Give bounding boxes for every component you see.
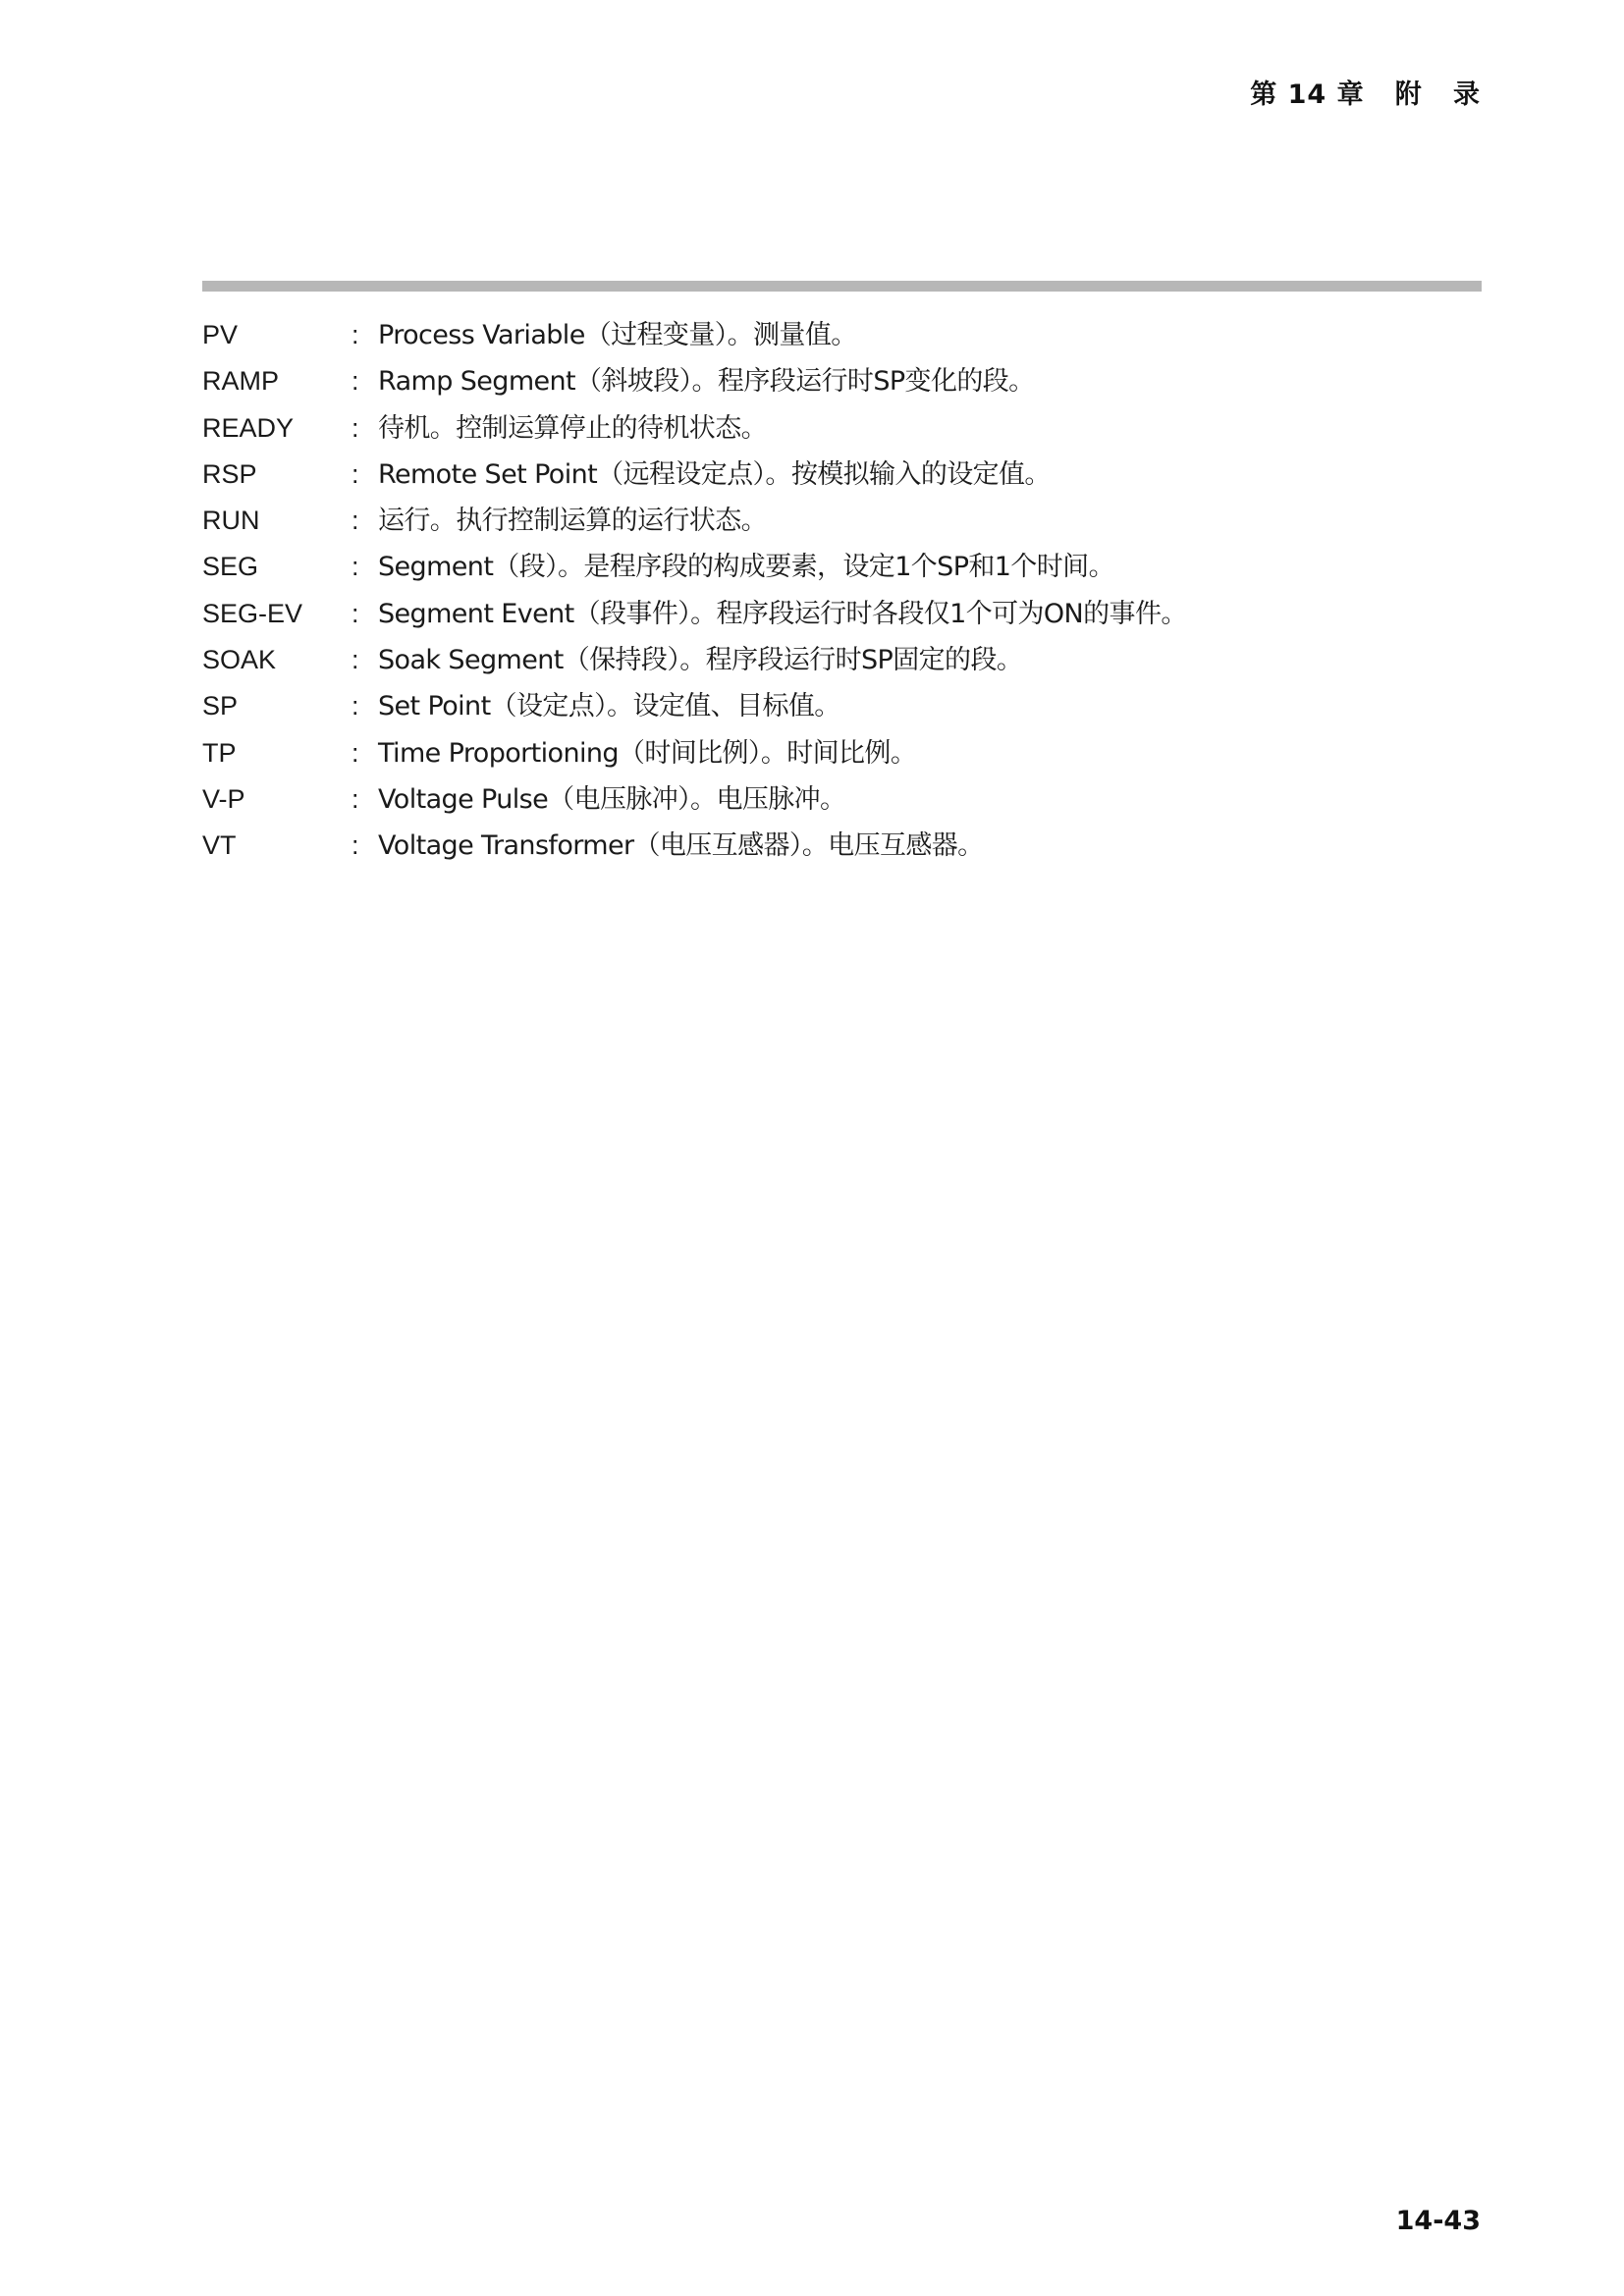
glossary-definition: Voltage Transformer（电压互感器）。电压互感器。 — [378, 830, 984, 862]
glossary-separator: : — [352, 412, 359, 443]
glossary-term: SEG-EV — [202, 598, 303, 628]
glossary-item — [202, 358, 1479, 404]
glossary-definition: Set Point（设定点）。设定值、目标值。 — [378, 691, 840, 722]
glossary-definition: Remote Set Point（远程设定点）。按模拟输入的设定值。 — [378, 458, 1051, 490]
glossary-item — [202, 591, 1479, 637]
glossary-definition: 运行。执行控制运算的运行状态。 — [378, 506, 767, 537]
glossary-separator: : — [352, 366, 359, 397]
glossary-item — [202, 498, 1479, 544]
glossary-separator: : — [352, 645, 359, 675]
glossary-separator: : — [352, 552, 359, 582]
glossary-definition: 待机。控制运算停止的待机状态。 — [378, 412, 767, 444]
glossary-definition: Soak Segment（保持段）。程序段运行时SP固定的段。 — [378, 645, 1023, 676]
glossary-item — [202, 683, 1479, 729]
glossary-item — [202, 405, 1479, 452]
glossary-separator: : — [352, 783, 359, 814]
glossary-item — [202, 637, 1479, 683]
glossary-term: RUN — [202, 506, 260, 536]
glossary-item — [202, 452, 1479, 498]
glossary-definition: Segment（段）。是程序段的构成要素，设定1个SP和1个时间。 — [378, 552, 1114, 583]
glossary-separator: : — [352, 458, 359, 489]
glossary-item — [202, 730, 1479, 776]
glossary-definition: Process Variable（过程变量）。测量值。 — [378, 320, 857, 350]
glossary-definition: Voltage Pulse（电压脉冲）。电压脉冲。 — [378, 783, 846, 815]
glossary-list — [202, 312, 1479, 870]
glossary-separator: : — [352, 737, 359, 768]
glossary-term: RSP — [202, 458, 257, 489]
glossary-item — [202, 823, 1479, 869]
glossary-term: SEG — [202, 552, 259, 582]
glossary-term: SP — [202, 691, 239, 721]
glossary-definition: Ramp Segment（斜坡段）。程序段运行时SP变化的段。 — [378, 366, 1035, 398]
glossary-item — [202, 544, 1479, 590]
glossary-term: VT — [202, 830, 237, 861]
glossary-term: SOAK — [202, 645, 277, 675]
glossary-term: READY — [202, 412, 295, 443]
glossary-separator: : — [352, 830, 359, 861]
glossary-item — [202, 776, 1479, 823]
glossary-separator: : — [352, 598, 359, 628]
page-number: 14-43 — [1395, 2206, 1481, 2236]
glossary-separator: : — [352, 506, 359, 536]
chapter-header: 第 14 章 附 录 — [1250, 80, 1481, 110]
glossary-term: TP — [202, 737, 237, 768]
section-divider — [202, 281, 1482, 292]
glossary-term: PV — [202, 320, 239, 349]
glossary-item — [202, 312, 1479, 358]
glossary-definition: Segment Event（段事件）。程序段运行时各段仅1个可为ON的事件。 — [378, 598, 1187, 629]
glossary-definition: Time Proportioning（时间比例）。时间比例。 — [378, 737, 917, 769]
glossary-separator: : — [352, 320, 359, 349]
glossary-term: RAMP — [202, 366, 280, 397]
glossary-separator: : — [352, 691, 359, 721]
glossary-term: V-P — [202, 783, 245, 814]
